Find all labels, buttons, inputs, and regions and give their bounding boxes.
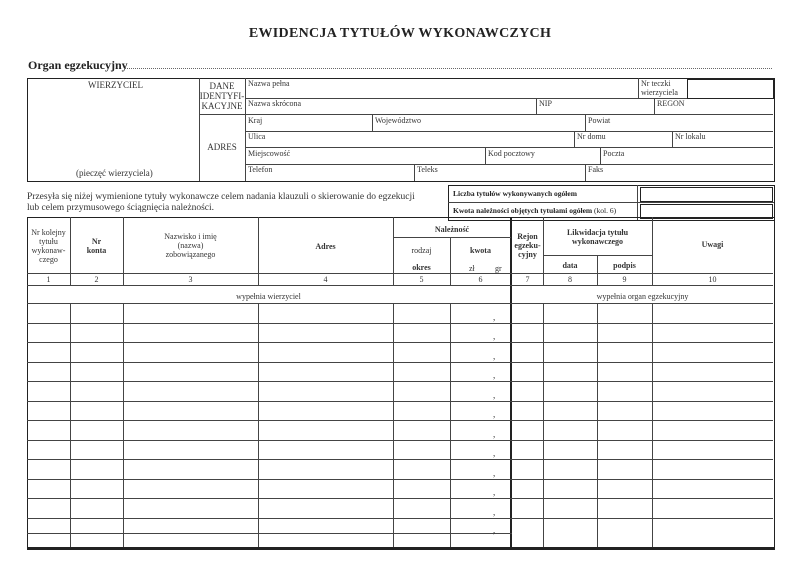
row-comma: , <box>493 507 496 517</box>
col-number: 1 <box>46 275 51 284</box>
col-gr: gr <box>495 264 502 273</box>
col-number: 2 <box>94 275 99 284</box>
row-comma: , <box>493 468 496 478</box>
col-number: 7 <box>525 275 530 284</box>
col-number: 5 <box>419 275 424 284</box>
row-comma: , <box>493 370 496 380</box>
wojewodztwo-label: Województwo <box>375 116 422 125</box>
nazwa-pelna-label: Nazwa pełna <box>248 79 290 88</box>
nip-label: NIP <box>539 99 552 108</box>
col-podpis: podpis <box>613 261 636 270</box>
col-nazwisko: Nazwisko i imię (nazwa) zobowiązanego <box>164 232 217 259</box>
col-okres: okres <box>412 263 431 272</box>
row-comma: , <box>493 429 496 439</box>
liczba-input[interactable] <box>640 187 773 202</box>
row-comma: , <box>493 351 496 361</box>
col-adres: Adres <box>315 242 336 251</box>
col-rejon: Rejon egzeku- cyjny <box>514 232 541 259</box>
organ-label: Organ egzekucyjny <box>28 58 128 72</box>
miejscowosc-label: Miejscowość <box>248 149 291 158</box>
teleks-label: Teleks <box>417 165 438 174</box>
col-number: 6 <box>478 275 483 284</box>
col-number: 8 <box>568 275 572 284</box>
col-nr-konta: Nr konta <box>86 237 107 255</box>
kod-pocztowy-label: Kod pocztowy <box>488 149 535 158</box>
nr-teczki-input[interactable] <box>687 79 774 99</box>
telefon-label: Telefon <box>248 165 273 174</box>
wierzyciel-label: WIERZYCIEL <box>88 80 143 90</box>
stamp-label: (pieczęć wierzyciela) <box>76 168 153 178</box>
row-comma: , <box>493 487 496 497</box>
nazwa-skrocona-label: Nazwa skrócona <box>248 99 302 108</box>
col-kwota: kwota <box>470 246 491 255</box>
col-rodzaj: rodzaj <box>411 246 432 255</box>
nr-lokalu-label: Nr lokalu <box>675 132 706 141</box>
col-number: 3 <box>188 275 193 284</box>
ulica-label: Ulica <box>248 132 266 141</box>
kraj-label: Kraj <box>248 116 263 125</box>
fill-right-label: wypełnia organ egzekucyjny <box>596 292 689 301</box>
powiat-label: Powiat <box>588 116 611 125</box>
fill-left-label: wypełnia wierzyciel <box>236 292 301 301</box>
col-nr-kolejny: Nr kolejny tytułu wykonaw- czego <box>31 228 66 264</box>
dane-label: DANE IDENTYFI- KACYJNE <box>199 81 245 111</box>
row-comma: , <box>493 390 496 400</box>
faks-label: Faks <box>588 165 604 174</box>
kwota-label: Kwota należności objętych tytułami ogółem (kol. 6) <box>453 206 617 215</box>
col-likwidacja: Likwidacja tytułu wykonawczego <box>566 228 629 246</box>
col-zl: zł <box>469 264 475 273</box>
col-data: data <box>562 261 578 270</box>
col-number: 9 <box>622 275 627 284</box>
liczba-label: Liczba tytułów wykonywanych ogółem <box>453 189 577 198</box>
col-uwagi: Uwagi <box>701 240 724 249</box>
col-number: 10 <box>708 275 717 284</box>
nr-domu-label: Nr domu <box>577 132 606 141</box>
regon-label: REGON <box>657 99 685 108</box>
col-naleznosc: Należność <box>434 225 470 234</box>
poczta-label: Poczta <box>603 149 625 158</box>
row-comma: , <box>493 448 496 458</box>
col-number: 4 <box>323 275 328 284</box>
intro-text-line1: Przesyła się niżej wymienione tytuły wykonawcze celem nadania klauzuli o skierowanie do egzekucji <box>27 192 415 202</box>
adres-label: ADRES <box>207 142 237 152</box>
nr-teczki-label: Nr teczki wierzyciela <box>641 79 678 97</box>
page-title: EWIDENCJA TYTUŁÓW WYKONAWCZYCH <box>248 26 552 41</box>
row-comma: , <box>493 312 496 322</box>
organ-field[interactable] <box>124 68 772 69</box>
row-comma: , <box>493 331 496 341</box>
intro-text-line2: lub celem przymusowego ściągnięcia należności. <box>27 203 215 213</box>
row-comma: , <box>493 525 496 535</box>
row-comma: , <box>493 409 496 419</box>
